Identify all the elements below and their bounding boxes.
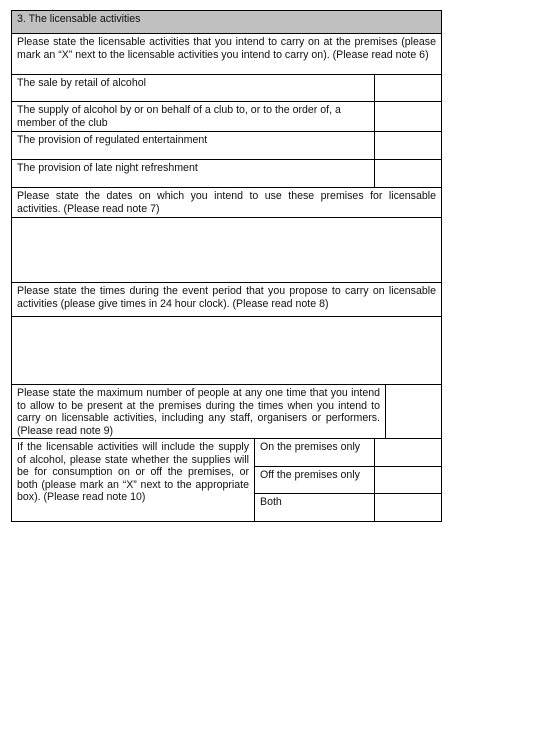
activity-row: [12, 102, 441, 132]
activity-checkbox-late-night-refreshment[interactable]: [375, 160, 441, 187]
max-people-answer-field[interactable]: [386, 385, 441, 438]
intro-row: [12, 34, 441, 75]
alcohol-option-label: On the premises only: [255, 439, 375, 466]
alcohol-options: [255, 439, 441, 521]
activity-row: [12, 75, 441, 102]
alcohol-option-checkbox-both[interactable]: [375, 494, 441, 521]
activity-checkbox-regulated-entertainment[interactable]: [375, 132, 441, 159]
dates-question-row: [12, 188, 441, 218]
alcohol-option-label: Both: [255, 494, 375, 521]
alcohol-option-checkbox-on-premises[interactable]: [375, 439, 441, 466]
dates-question: Please state the dates on which you intend to use these premises for licensable activities. (Please read note 7): [17, 190, 436, 215]
activity-label: The provision of regulated entertainment: [12, 132, 375, 159]
alcohol-option-label: Off the premises only: [255, 467, 375, 494]
activity-checkbox-sale-of-alcohol[interactable]: [375, 75, 441, 101]
activity-label: The sale by retail of alcohol: [12, 75, 375, 101]
alcohol-option-row: [255, 494, 441, 521]
activity-label: The supply of alcohol by or on behalf of a club to, or to the order of, a member of the club: [12, 102, 375, 131]
times-question-row: [12, 283, 441, 317]
alcohol-option-row: [255, 439, 441, 467]
alcohol-option-row: [255, 467, 441, 495]
times-answer-field[interactable]: [12, 317, 441, 385]
activity-row: [12, 132, 441, 160]
max-people-row: [12, 385, 441, 439]
dates-answer-field[interactable]: [12, 218, 441, 283]
activity-row: [12, 160, 441, 188]
times-question: Please state the times during the event period that you propose to carry on licensable activities (please give times in 24 hour clock). (Please read note 8): [17, 285, 436, 310]
section-title: 3. The licensable activities: [17, 13, 141, 25]
alcohol-option-checkbox-off-premises[interactable]: [375, 467, 441, 494]
section-header: [12, 11, 441, 34]
activity-label: The provision of late night refreshment: [12, 160, 375, 187]
alcohol-consumption-question: If the licensable activities will include the supply of alcohol, please state whether the supplies will be for consumption on or off the premises, or both (please mark an “X” next to the appropriate box). (Please read note 10): [12, 439, 255, 521]
licensable-activities-form: [11, 10, 442, 522]
max-people-question: Please state the maximum number of people at any one time that you intend to allow to be present at the premises during the times when you intend to carry on licensable activities, including any staff, organisers or performers. (Please read note 9): [12, 385, 386, 438]
activity-checkbox-club-supply[interactable]: [375, 102, 441, 131]
alcohol-consumption-row: [12, 439, 441, 521]
intro-instruction: Please state the licensable activities that you intend to carry on at the premises (please mark an “X” next to the licensable activities you intend to carry on). (Please read note 6): [17, 36, 436, 61]
